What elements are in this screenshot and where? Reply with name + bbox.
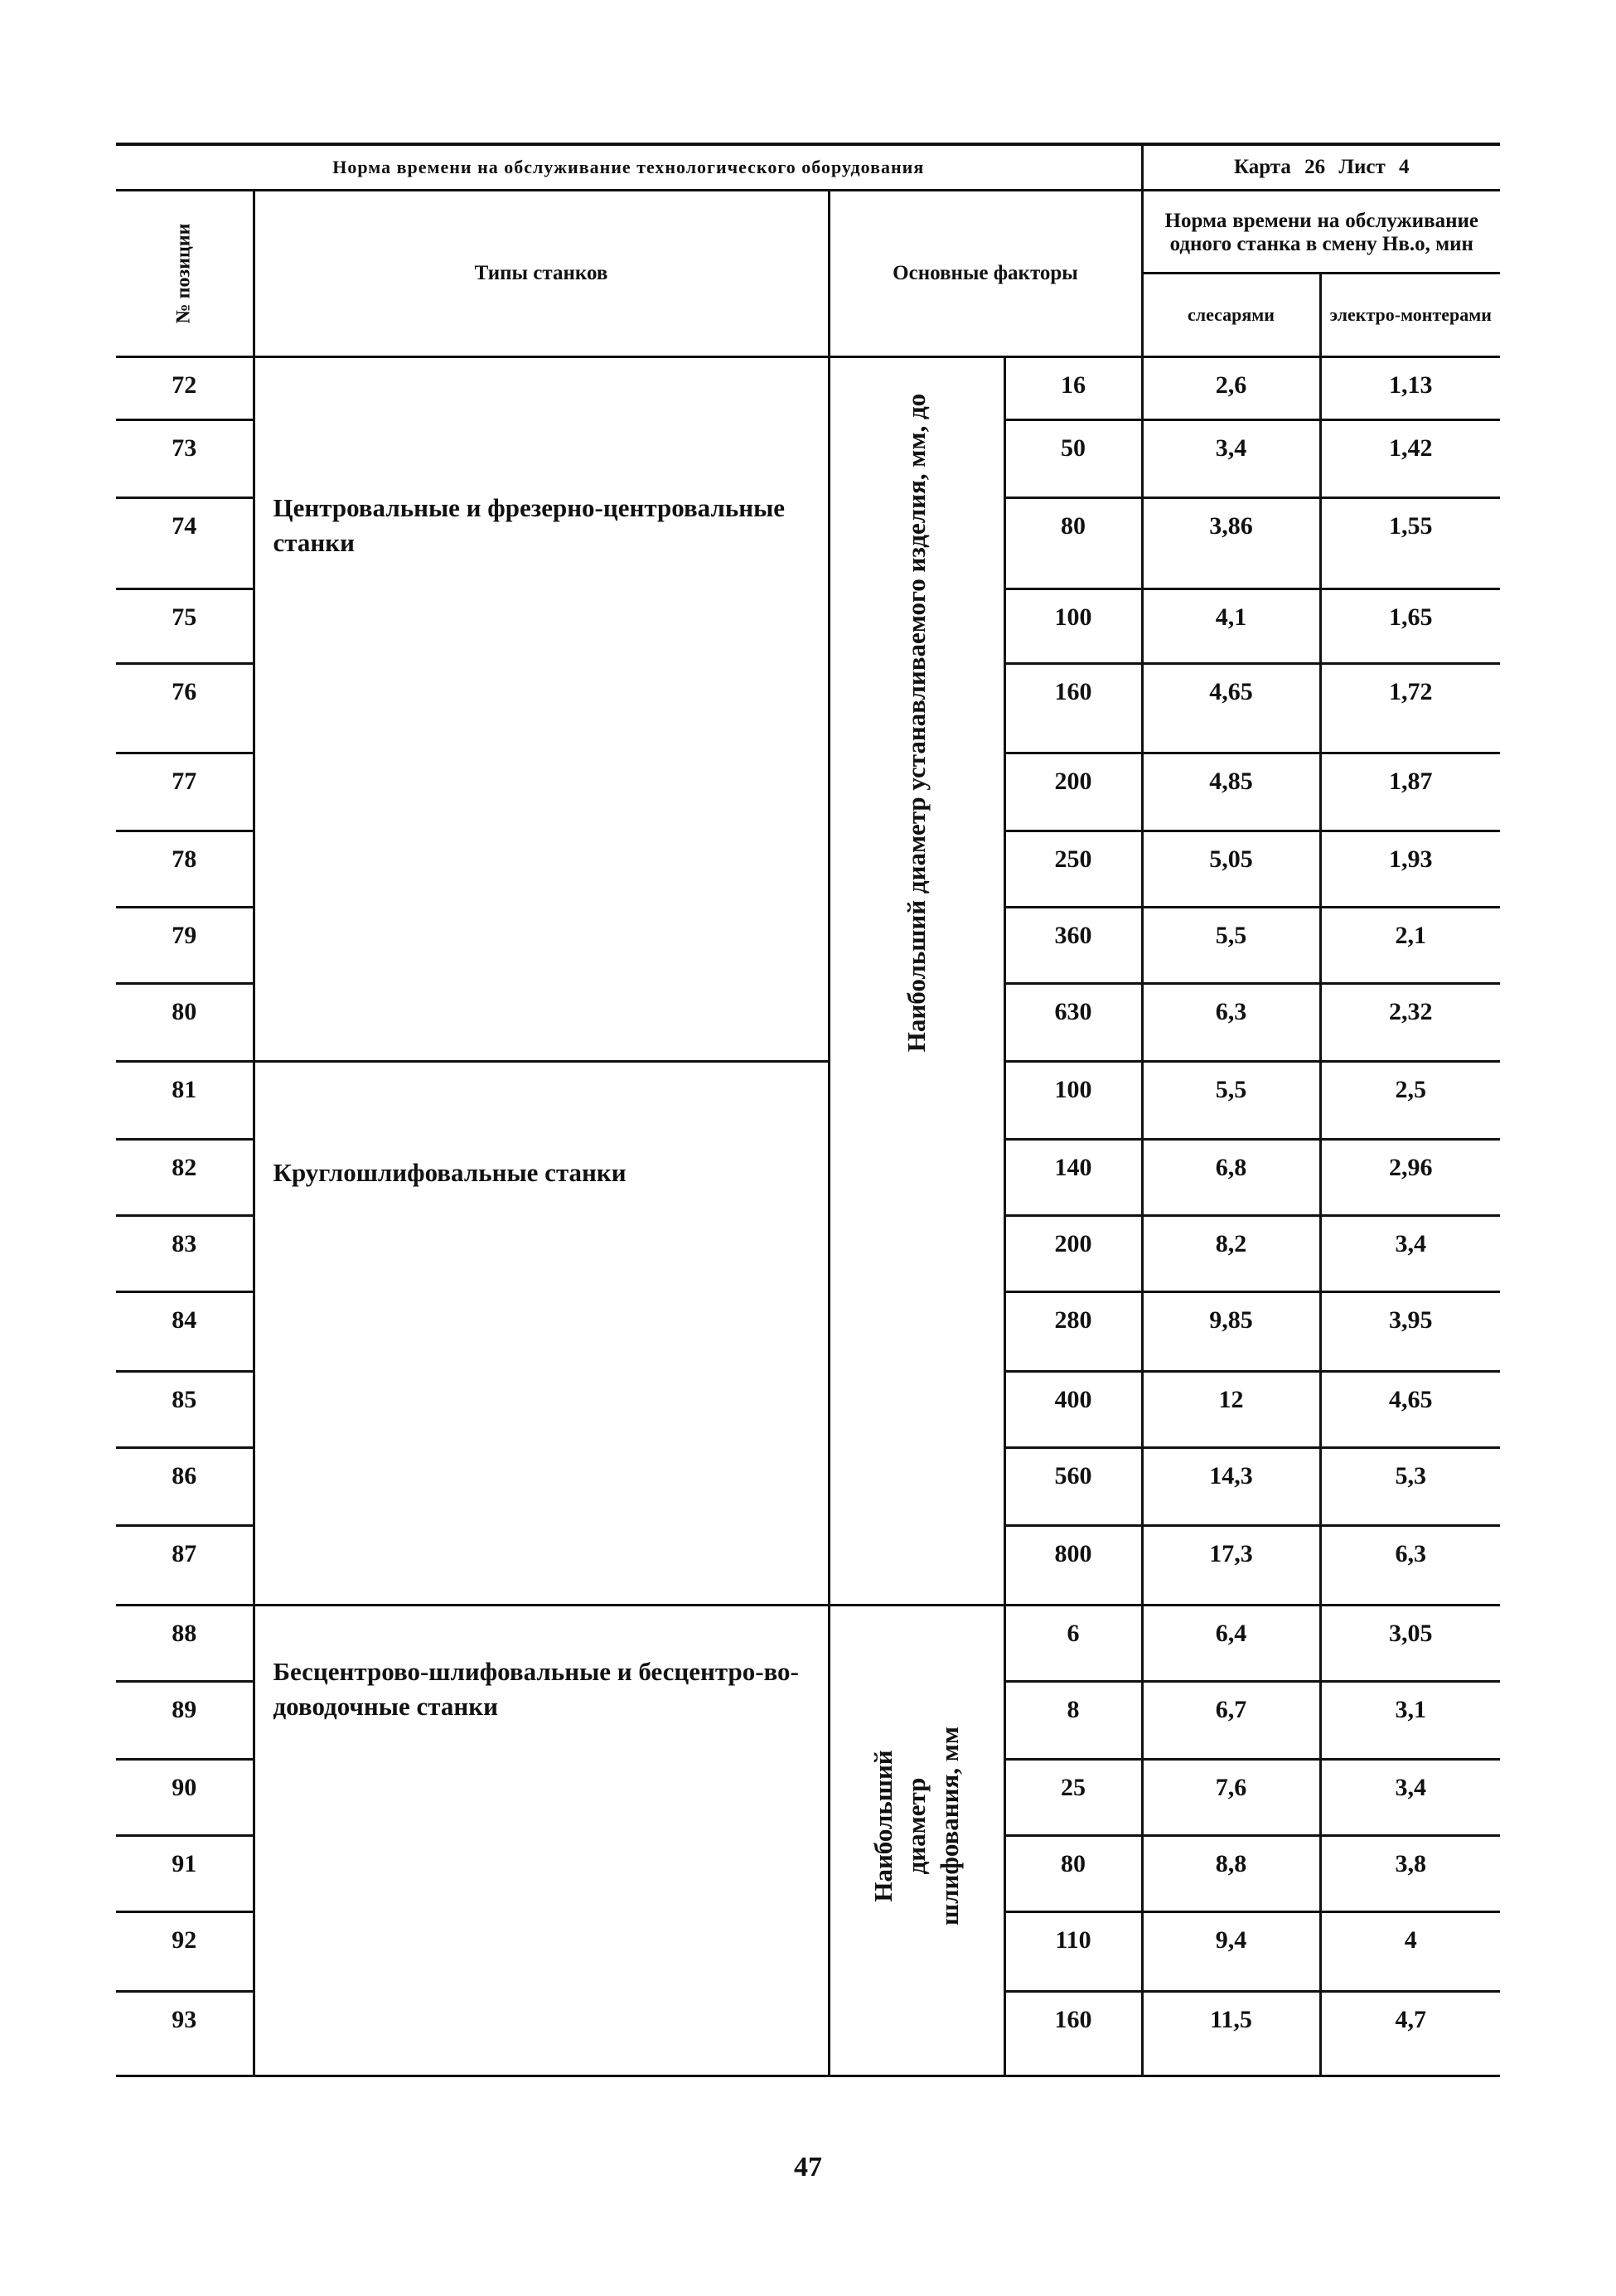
table-title: Норма времени на обслуживание технологического оборудования xyxy=(116,144,1142,191)
electricians-value: 1,55 xyxy=(1320,498,1500,589)
electricians-value: 6,3 xyxy=(1320,1526,1500,1606)
locksmiths-value: 4,1 xyxy=(1142,589,1320,664)
factor-value: 400 xyxy=(1004,1372,1142,1448)
position-cell: 90 xyxy=(116,1760,254,1836)
electricians-value: 4,7 xyxy=(1320,1992,1500,2076)
locksmiths-value: 8,2 xyxy=(1142,1216,1320,1292)
position-cell: 87 xyxy=(116,1526,254,1606)
locksmiths-value: 5,5 xyxy=(1142,908,1320,984)
electricians-value: 2,1 xyxy=(1320,908,1500,984)
factor-value: 80 xyxy=(1004,498,1142,589)
locksmiths-value: 17,3 xyxy=(1142,1526,1320,1606)
locksmiths-header: слесарями xyxy=(1142,274,1320,357)
position-cell: 83 xyxy=(116,1216,254,1292)
position-header-label: № позиции xyxy=(172,223,195,324)
electricians-value: 1,87 xyxy=(1320,753,1500,831)
position-cell: 76 xyxy=(116,664,254,753)
position-cell: 77 xyxy=(116,753,254,831)
position-cell: 82 xyxy=(116,1140,254,1216)
electricians-value: 1,93 xyxy=(1320,831,1500,908)
position-cell: 81 xyxy=(116,1062,254,1140)
factor-value: 6 xyxy=(1004,1606,1142,1682)
position-cell: 92 xyxy=(116,1912,254,1992)
machine-type-label: Круглошлифовальные станки xyxy=(273,1158,627,1187)
locksmiths-value: 7,6 xyxy=(1142,1760,1320,1836)
factor-value: 160 xyxy=(1004,1992,1142,2076)
factor-value: 8 xyxy=(1004,1682,1142,1760)
factor-value: 800 xyxy=(1004,1526,1142,1606)
factor-value: 630 xyxy=(1004,984,1142,1062)
locksmiths-value: 9,4 xyxy=(1142,1912,1320,1992)
electricians-header: электро-монтерами xyxy=(1320,274,1500,357)
electricians-value: 2,96 xyxy=(1320,1140,1500,1216)
factor-value: 16 xyxy=(1004,357,1142,420)
electricians-value: 1,13 xyxy=(1389,371,1433,399)
factor-value: 560 xyxy=(1004,1448,1142,1526)
machine-type-cell xyxy=(254,1606,829,2076)
machine-type-cell xyxy=(254,1062,829,1606)
factor-label-grinding: Наибольший диаметр шлифования, мм xyxy=(868,1726,964,1926)
card-sheet-label: Карта 26 Лист 4 xyxy=(1142,144,1500,191)
norm-header: Норма времени на обслуживание одного станка в смену Нв.о, мин xyxy=(1142,191,1500,274)
factor-value: 50 xyxy=(1004,420,1142,498)
electricians-value: 1,72 xyxy=(1320,664,1500,753)
factor-value: 280 xyxy=(1004,1292,1142,1372)
locksmiths-value: 4,65 xyxy=(1142,664,1320,753)
norm-sheet xyxy=(116,143,1500,2077)
locksmiths-value: 6,3 xyxy=(1142,984,1320,1062)
position-cell: 84 xyxy=(116,1292,254,1372)
electricians-value: 4 xyxy=(1320,1912,1500,1992)
position-cell: 79 xyxy=(116,908,254,984)
factor-cell-grinding xyxy=(829,1606,1004,2076)
factor-value: 80 xyxy=(1004,1836,1142,1912)
position-cell: 80 xyxy=(116,984,254,1062)
factor-value: 250 xyxy=(1004,831,1142,908)
locksmiths-value: 3,86 xyxy=(1142,498,1320,589)
electricians-value: 3,4 xyxy=(1320,1216,1500,1292)
electricians-value: 3,4 xyxy=(1320,1760,1500,1836)
electricians-value: 2,32 xyxy=(1320,984,1500,1062)
locksmiths-value: 2,6 xyxy=(1142,357,1320,420)
factor-value: 140 xyxy=(1004,1140,1142,1216)
locksmiths-value: 5,5 xyxy=(1142,1062,1320,1140)
locksmiths-value: 14,3 xyxy=(1142,1448,1320,1526)
factors-header: Основные факторы xyxy=(829,191,1142,357)
electricians-value: 1,65 xyxy=(1320,589,1500,664)
position-cell: 86 xyxy=(116,1448,254,1526)
factor-value: 100 xyxy=(1004,1062,1142,1140)
position-cell: 75 xyxy=(116,589,254,664)
locksmiths-value: 3,4 xyxy=(1142,420,1320,498)
factor-value: 200 xyxy=(1004,1216,1142,1292)
position-cell: 88 xyxy=(116,1606,254,1682)
factor-value: 160 xyxy=(1004,664,1142,753)
factor-value: 100 xyxy=(1004,589,1142,664)
electricians-value: 1,42 xyxy=(1320,420,1500,498)
electricians-value: 3,1 xyxy=(1320,1682,1500,1760)
position-cell: 73 xyxy=(116,420,254,498)
position-cell: 78 xyxy=(116,831,254,908)
factor-value: 360 xyxy=(1004,908,1142,984)
types-header: Типы станков xyxy=(254,191,829,357)
factor-value: 25 xyxy=(1004,1760,1142,1836)
electricians-value: 5,3 xyxy=(1320,1448,1500,1526)
locksmiths-value: 12 xyxy=(1142,1372,1320,1448)
electricians-value: 4,65 xyxy=(1320,1372,1500,1448)
locksmiths-value: 8,8 xyxy=(1142,1836,1320,1912)
locksmiths-value: 5,05 xyxy=(1142,831,1320,908)
position-cell: 89 xyxy=(116,1682,254,1760)
locksmiths-value: 11,5 xyxy=(1142,1992,1320,2076)
locksmiths-value: 6,7 xyxy=(1142,1682,1320,1760)
position-cell: 72 xyxy=(116,357,254,420)
electricians-value: 3,05 xyxy=(1320,1606,1500,1682)
electricians-value: 3,95 xyxy=(1320,1292,1500,1372)
locksmiths-value: 9,85 xyxy=(1142,1292,1320,1372)
machine-type-label: Бесцентрово-шлифовальные и бесцентро-во-доводочные станки xyxy=(273,1657,799,1721)
position-cell: 93 xyxy=(116,1992,254,2076)
position-cell: 85 xyxy=(116,1372,254,1448)
position-header xyxy=(116,191,254,357)
locksmiths-value: 4,85 xyxy=(1142,753,1320,831)
electricians-value: 2,5 xyxy=(1320,1062,1500,1140)
factor-value: 200 xyxy=(1004,753,1142,831)
machine-type-label: Центровальные и фрезерно-центровальные станки xyxy=(273,493,786,557)
factor-value: 110 xyxy=(1004,1912,1142,1992)
electricians-value: 3,8 xyxy=(1320,1836,1500,1912)
locksmiths-value: 6,4 xyxy=(1142,1606,1320,1682)
factor-cell-installed xyxy=(829,357,1004,1606)
norm-table xyxy=(116,143,1500,2077)
position-cell: 91 xyxy=(116,1836,254,1912)
machine-type-cell xyxy=(254,357,829,1062)
page-number: 47 xyxy=(794,2152,822,2182)
locksmiths-value: 6,8 xyxy=(1142,1140,1320,1216)
factor-label-installed: Наибольший диаметр устанавливаемого изделия, мм, до xyxy=(902,393,931,1053)
position-cell: 74 xyxy=(116,498,254,589)
